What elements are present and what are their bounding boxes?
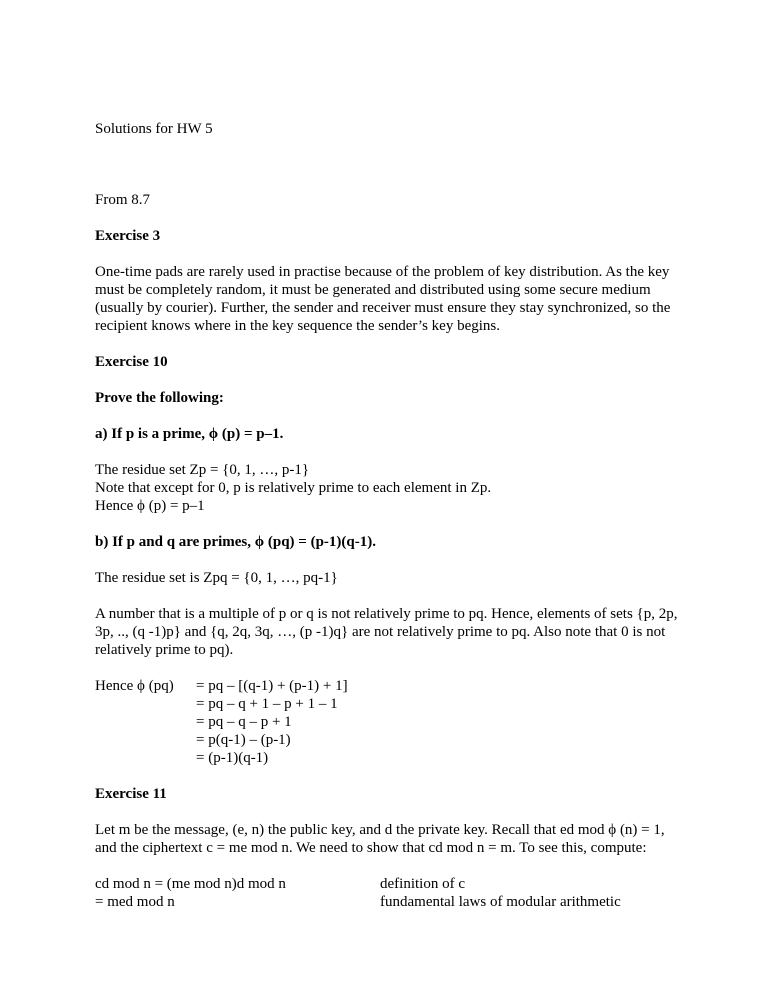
section-label: From 8.7	[95, 192, 151, 208]
proof-reason-1: definition of c	[380, 876, 465, 892]
exercise-3-line-4: recipient knows where in the key sequence the sender’s key begins.	[95, 318, 501, 334]
equation-step-2: = pq – q + 1 – p + 1 – 1	[196, 696, 338, 712]
exercise-11-line-2: and the ciphertext c = me mod n. We need to show that cd mod n = m. To see this, compute:	[95, 840, 647, 856]
document-title: Solutions for HW 5	[95, 121, 213, 137]
exercise-3-line-2: must be completely random, it must be generated and distributed using some secure medium	[95, 282, 651, 298]
part-b-line-3: relatively prime to pq).	[95, 642, 234, 658]
proof-reason-2: fundamental laws of modular arithmetic	[380, 894, 621, 910]
exercise-11-heading: Exercise 11	[95, 786, 167, 802]
exercise-3-heading: Exercise 3	[95, 228, 161, 244]
proof-expr-2: = med mod n	[95, 894, 175, 910]
part-b-residue: The residue set is Zpq = {0, 1, …, pq-1}	[95, 570, 338, 586]
part-a-heading: a) If p is a prime, ϕ (p) = p–1.	[95, 426, 284, 442]
part-a-line-3: Hence ϕ (p) = p–1	[95, 498, 205, 514]
part-b-heading: b) If p and q are primes, ϕ (pq) = (p-1)(q-1).	[95, 534, 376, 550]
part-b-line-2: 3p, .., (q -1)p} and {q, 2q, 3q, …, (p -1)q} are not relatively prime to pq. Also note that 0 is not	[95, 624, 666, 640]
exercise-3-line-3: (usually by courier). Further, the sender and receiver must ensure they stay synchronized, so the	[95, 300, 671, 316]
part-b-line-1: A number that is a multiple of p or q is not relatively prime to pq. Hence, elements of sets {p, 2p,	[95, 606, 678, 622]
exercise-11-line-1: Let m be the message, (e, n) the public key, and d the private key. Recall that ed mod ϕ (n) = 1,	[95, 822, 665, 838]
equation-step-4: = p(q-1) – (p-1)	[196, 732, 291, 748]
hence-label: Hence ϕ (pq)	[95, 678, 174, 694]
equation-step-5: = (p-1)(q-1)	[196, 750, 269, 766]
part-a-line-1: The residue set Zp = {0, 1, …, p-1}	[95, 462, 310, 478]
exercise-10-heading: Exercise 10	[95, 354, 168, 370]
prove-heading: Prove the following:	[95, 390, 224, 406]
exercise-3-line-1: One-time pads are rarely used in practise because of the problem of key distribution. As the key	[95, 264, 670, 280]
proof-expr-1: cd mod n = (me mod n)d mod n	[95, 876, 286, 892]
equation-step-3: = pq – q – p + 1	[196, 714, 292, 730]
part-a-line-2: Note that except for 0, p is relatively prime to each element in Zp.	[95, 480, 492, 496]
equation-step-1: = pq – [(q-1) + (p-1) + 1]	[196, 678, 348, 694]
